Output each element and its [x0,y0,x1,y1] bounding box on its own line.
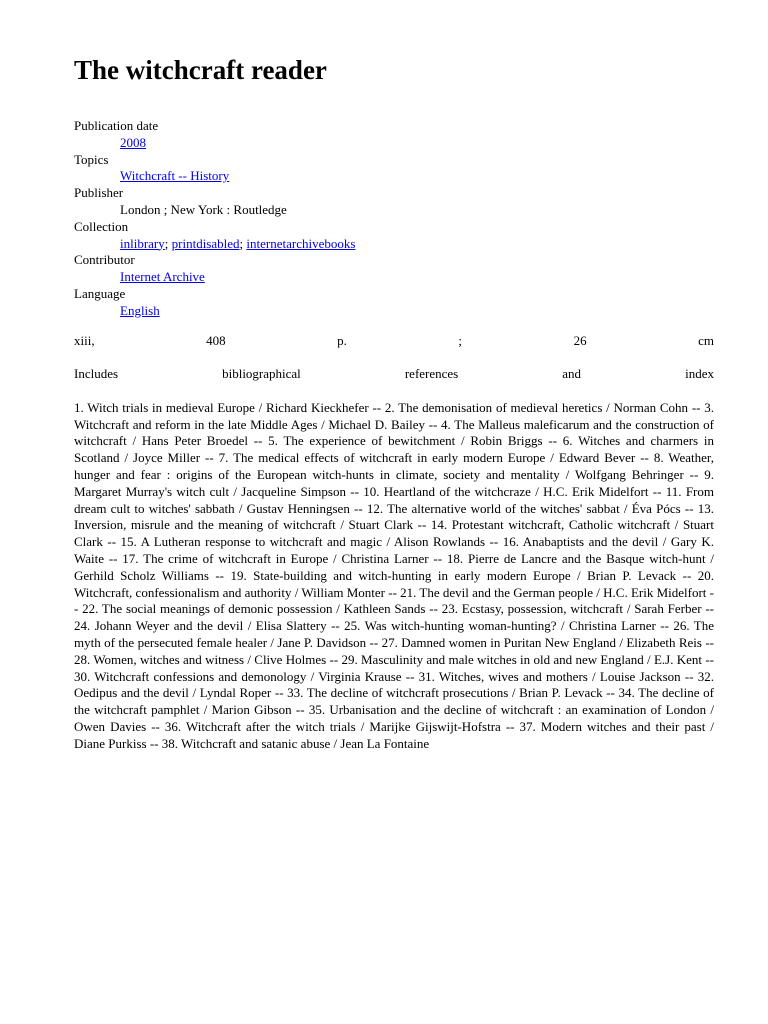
publisher-label: Publisher [74,185,124,201]
bibliography-note: Includes bibliographical references and index [74,366,714,382]
record-page [74,52,714,752]
language-value [120,303,714,320]
collection-label: Collection [74,218,129,234]
topic-link[interactable]: Witchcraft -- History [120,168,230,184]
collection-value [120,236,714,253]
publication-date-value [120,135,714,152]
collection-link-inlibrary[interactable]: inlibrary [120,235,165,251]
contributor-link[interactable]: Internet Archive [120,269,205,285]
language-link[interactable]: English [120,302,160,318]
publication-date-link[interactable]: 2008 [120,134,146,150]
page-title: The witchcraft reader [74,55,327,85]
topics-value [120,168,714,185]
language-label: Language [74,285,126,301]
contributor-label: Contributor [74,252,135,268]
collection-link-internetarchivebooks[interactable]: internetarchivebooks [246,235,356,251]
publisher-value: London ; New York : Routledge [120,201,287,217]
collection-separator: ; [239,235,247,251]
metadata-list [74,118,714,320]
table-of-contents: 1. Witch trials in medieval Europe / Richard Kieckhefer -- 2. The demonisation of medieval heretics / Norman Cohn -- 3. Witchcraft and reform in the late Middle Ages / Michael D. Bailey -- 4. The Malleus maleficarum and the construction of witchcraft / Hans Peter Broedel -- 5. The experience of bewitchment / Robin Briggs -- 6. Witches and charmers in Scotland / Joyce Miller -- 7. The medical effects of witchcraft in early modern Europe / Edward Bever -- 8. Weather, hunger and fear : origins of the European witch-hunts in climate, society and mentality / Wolfgang Behringer -- 9. Margaret Murray's witch cult / Jacqueline Simpson -- 10. Heartland of the witchcraze / H.C. Erik Midelfort -- 11. From dream cult to witches' sabbath / Gustav Henningsen -- 12. The alternative world of the witches' sabbat / Éva Pócs -- 13. Inversion, misrule and the meaning of witchcraft / Stuart Clark -- 14. Protestant witchcraft, Catholic witchcraft / Stuart Clark -- 15. A Lutheran response to witchcraft and magic / Alison Rowlands -- 16. Anabaptists and the devil / Gary K. Waite -- 17. The crime of witchcraft in Europe / Christina Larner -- 18. Pierre de Lancre and the Basque witch-hunt / Gerhild Scholz Williams -- 19. State-building and witch-hunting in early modern Europe / Brian P. Levack -- 20. Witchcraft, confessionalism and authority / William Monter -- 21. The devil and the German people / H.C. Erik Midelfort -- 22. The social meanings of demonic possession / Kathleen Sands -- 23. Ecstasy, possession, witchcraft / Sarah Ferber -- 24. Johann Weyer and the devil / Elisa Slattery -- 25. Was witch-hunting woman-hunting? / Christina Larner -- 26. The myth of the persecuted female healer / Jane P. Davidson -- 27. Damned women in Puritan New England / Elizabeth Reis -- 28. Women, witches and witness / Clive Holmes -- 29. Masculinity and male witches in old and new England / E.J. Kent -- 30. Witchcraft confessions and demonology / Virginia Krause -- 31. Witches, wives and mothers / Louise Jackson -- 32. Oedipus and the devil / Lyndal Roper -- 33. The decline of witchcraft prosecutions / Brian P. Levack -- 34. The decline of the witchcraft pamphlet / Marion Gibson -- 35. Urbanisation and the decline of witchcraft : an examination of London / Owen Davies -- 36. Witchcraft after the witch trials / Marijke Gijswijt-Hofstra -- 37. Modern witches and their past / Diane Purkiss -- 38. Witchcraft and satanic abuse / Jean La Fontaine [74,399,715,751]
publication-date-label: Publication date [74,118,159,133]
collection-link-printdisabled[interactable]: printdisabled [171,235,240,251]
spacer [74,383,714,400]
spacer [74,349,714,366]
topics-label: Topics [74,151,109,167]
contributor-value [120,269,714,286]
extent-note: xiii, 408 p. ; 26 cm [74,332,714,348]
collection-separator: ; [164,235,172,251]
